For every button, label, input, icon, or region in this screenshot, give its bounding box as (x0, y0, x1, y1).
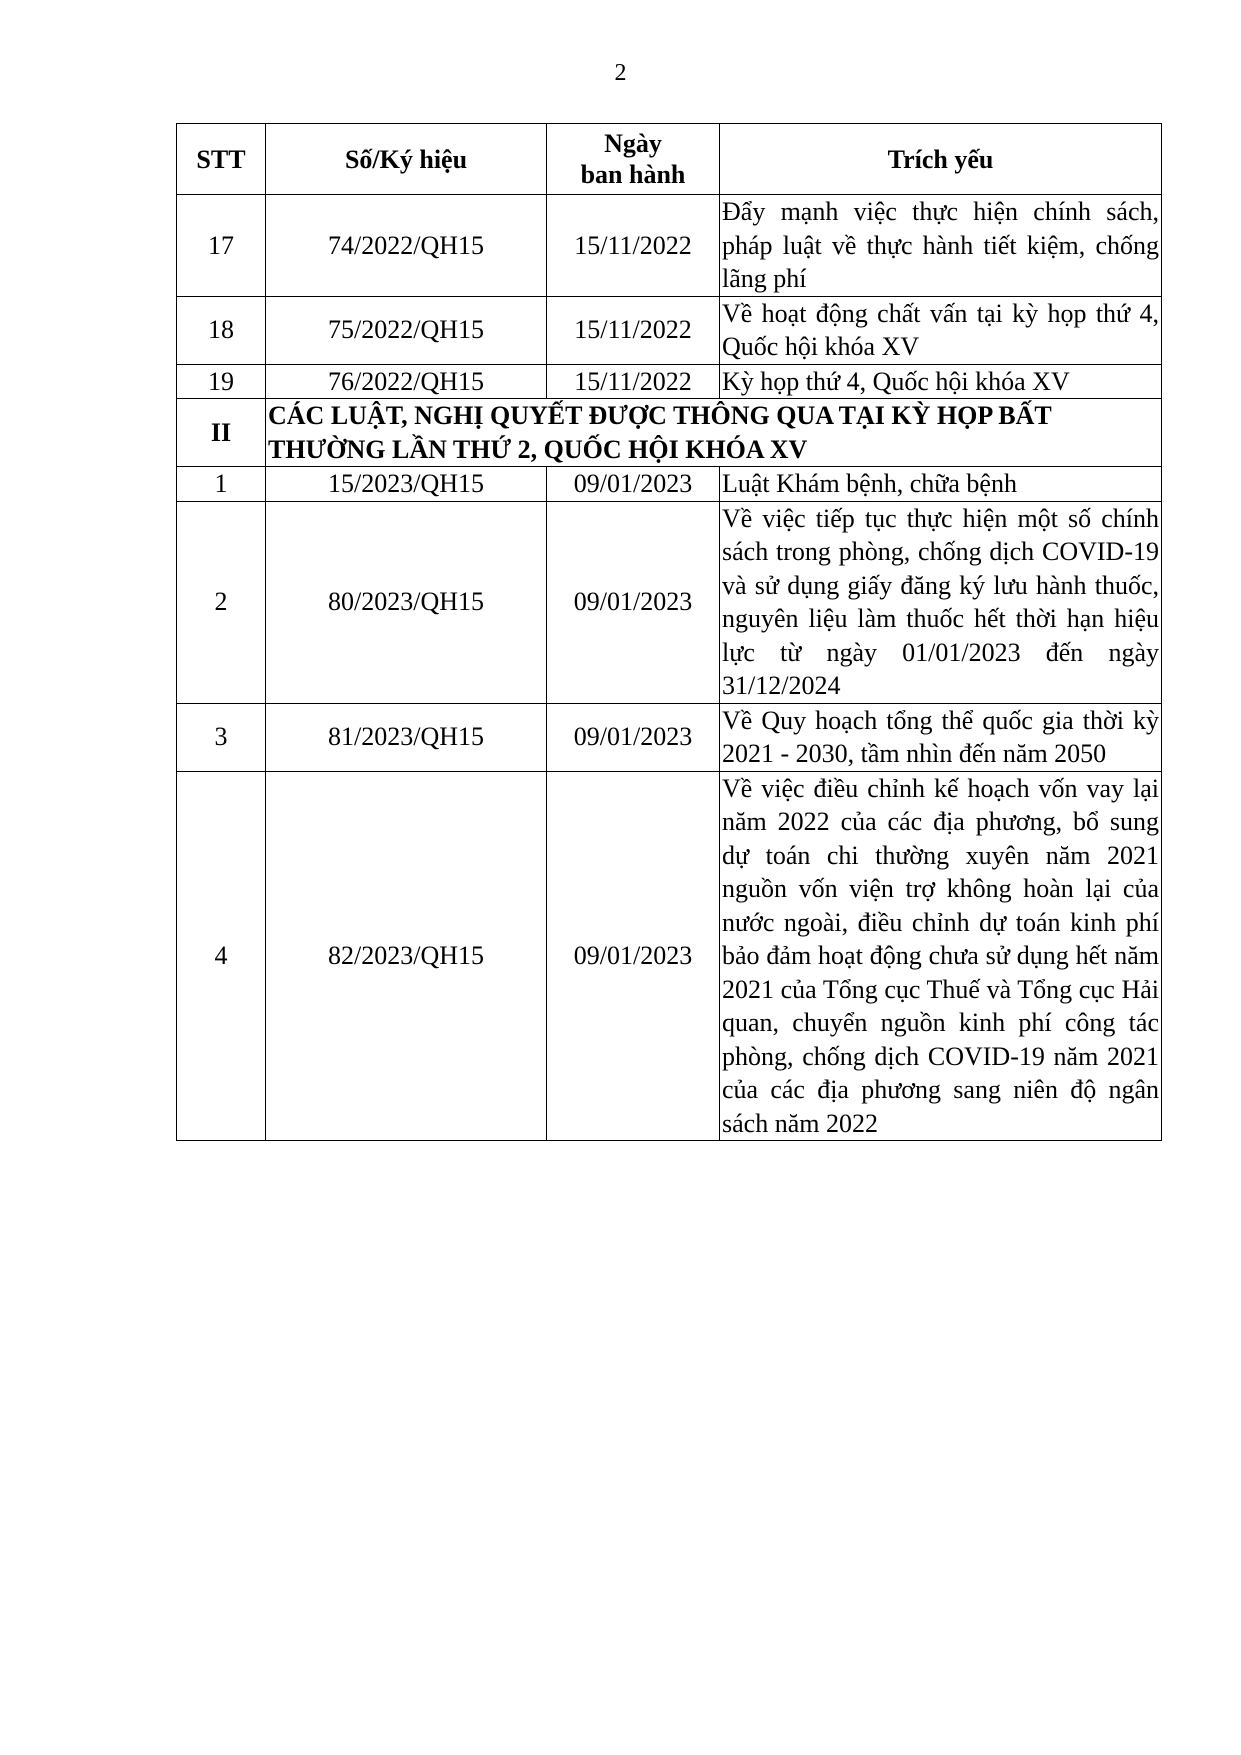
resolutions-table (176, 123, 1162, 1141)
cell-ngay-ban-hanh: 09/01/2023 (547, 703, 720, 771)
header-ngay-line1: Ngày (604, 129, 662, 158)
cell-ngay-ban-hanh: 15/11/2022 (547, 195, 720, 297)
table-row (177, 296, 1162, 364)
cell-stt: 18 (177, 296, 266, 364)
section-title: CÁC LUẬT, NGHỊ QUYẾT ĐƯỢC THÔNG QUA TẠI KỲ HỌP BẤT THƯỜNG LẦN THỨ 2, QUỐC HỘI KHÓA XV (266, 399, 1162, 467)
cell-stt: 1 (177, 467, 266, 502)
cell-trich-yeu: Về Quy hoạch tổng thể quốc gia thời kỳ 2021 - 2030, tầm nhìn đến năm 2050 (720, 703, 1162, 771)
table-header-row (177, 124, 1162, 195)
table-row (177, 771, 1162, 1141)
header-stt: STT (177, 124, 266, 195)
cell-trich-yeu: Về việc tiếp tục thực hiện một số chính sách trong phòng, chống dịch COVID-19 và sử dụng giấy đăng ký lưu hành thuốc, nguyên liệu làm thuốc hết thời hạn hiệu lực từ ngày 01/01/2023 đến ngày 31/12/2024 (720, 501, 1162, 703)
cell-stt: 2 (177, 501, 266, 703)
cell-trich-yeu: Luật Khám bệnh, chữa bệnh (720, 467, 1162, 502)
header-trich-yeu: Trích yếu (720, 124, 1162, 195)
cell-so-ky-hieu: 81/2023/QH15 (266, 703, 547, 771)
cell-so-ky-hieu: 15/2023/QH15 (266, 467, 547, 502)
cell-trich-yeu: Về hoạt động chất vấn tại kỳ họp thứ 4, Quốc hội khóa XV (720, 296, 1162, 364)
cell-ngay-ban-hanh: 09/01/2023 (547, 771, 720, 1141)
cell-stt: 4 (177, 771, 266, 1141)
cell-ngay-ban-hanh: 09/01/2023 (547, 467, 720, 502)
table-row (177, 467, 1162, 502)
header-ngay-line2: ban hành (580, 160, 686, 189)
cell-ngay-ban-hanh: 15/11/2022 (547, 296, 720, 364)
cell-trich-yeu: Về việc điều chỉnh kế hoạch vốn vay lại năm 2022 của các địa phương, bổ sung dự toán chi thường xuyên năm 2021 nguồn vốn viện trợ không hoàn lại của nước ngoài, điều chỉnh dự toán kinh phí bảo đảm hoạt động chưa sử dụng hết năm 2021 của Tổng cục Thuế và Tổng cục Hải quan, chuyển nguồn kinh phí công tác phòng, chống dịch COVID-19 năm 2021 của các địa phương sang niên độ ngân sách năm 2022 (720, 771, 1162, 1141)
cell-stt: 19 (177, 364, 266, 399)
table-row (177, 195, 1162, 297)
table-row (177, 501, 1162, 703)
cell-ngay-ban-hanh: 15/11/2022 (547, 364, 720, 399)
table-row (177, 364, 1162, 399)
header-ngay-ban-hanh (547, 124, 720, 195)
cell-so-ky-hieu: 82/2023/QH15 (266, 771, 547, 1141)
header-so-ky-hieu: Số/Ký hiệu (266, 124, 547, 195)
section-number: II (177, 399, 266, 467)
cell-stt: 3 (177, 703, 266, 771)
cell-so-ky-hieu: 76/2022/QH15 (266, 364, 547, 399)
cell-so-ky-hieu: 74/2022/QH15 (266, 195, 547, 297)
page-number: 2 (614, 60, 627, 86)
cell-trich-yeu: Kỳ họp thứ 4, Quốc hội khóa XV (720, 364, 1162, 399)
cell-ngay-ban-hanh: 09/01/2023 (547, 501, 720, 703)
section-row (177, 399, 1162, 467)
cell-trich-yeu: Đẩy mạnh việc thực hiện chính sách, pháp luật về thực hành tiết kiệm, chống lãng phí (720, 195, 1162, 297)
table-row (177, 703, 1162, 771)
cell-so-ky-hieu: 80/2023/QH15 (266, 501, 547, 703)
cell-stt: 17 (177, 195, 266, 297)
cell-so-ky-hieu: 75/2022/QH15 (266, 296, 547, 364)
